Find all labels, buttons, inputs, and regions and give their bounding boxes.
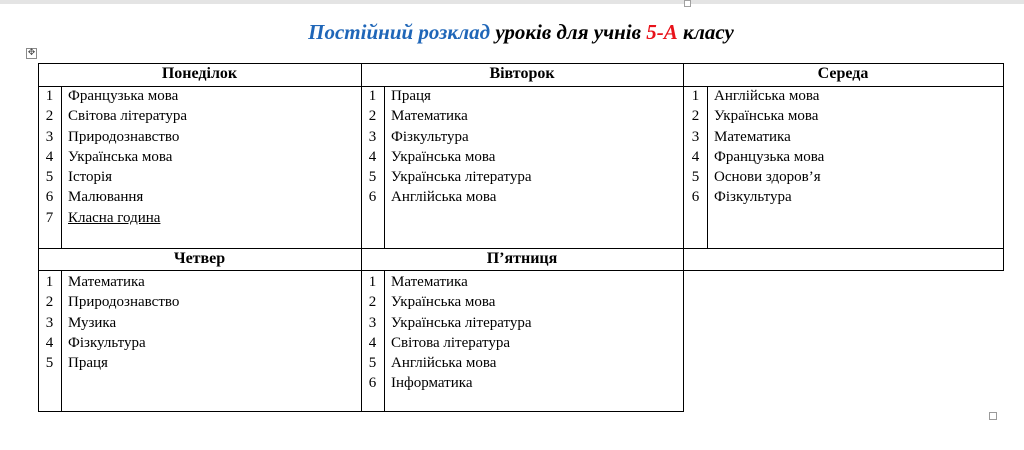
lesson-row bbox=[361, 292, 683, 312]
lesson-row bbox=[38, 86, 361, 106]
lesson-subject: Фізкультура bbox=[68, 334, 146, 351]
header-divider-row2 bbox=[38, 270, 1004, 271]
lesson-subject: Праця bbox=[391, 88, 431, 104]
lesson-subject: Фізкультура bbox=[714, 189, 792, 206]
lesson-subject: Українська література bbox=[391, 314, 532, 331]
lesson-subject: Праця bbox=[68, 355, 108, 371]
lesson-subject: Математика bbox=[391, 108, 468, 125]
lesson-subject: Історія bbox=[68, 169, 113, 185]
day-header-wednesday: Середа bbox=[817, 65, 869, 82]
lesson-subject: Українська мова bbox=[714, 108, 819, 125]
lesson-subject: Французька мова bbox=[714, 148, 825, 165]
lesson-row bbox=[684, 106, 1004, 126]
lesson-row bbox=[361, 147, 683, 167]
lesson-row bbox=[361, 187, 683, 207]
lesson-row bbox=[38, 147, 361, 167]
lesson-number: 2 bbox=[368, 294, 377, 311]
lesson-subject: Світова література bbox=[68, 108, 188, 125]
day-header-tuesday: Вівторок bbox=[489, 65, 555, 82]
lesson-row bbox=[38, 353, 361, 373]
lesson-subject: Українська література bbox=[391, 169, 532, 185]
lesson-row bbox=[38, 187, 361, 207]
lesson-number: 1 bbox=[691, 88, 700, 104]
lesson-list-thursday bbox=[38, 272, 361, 373]
lesson-subject: Класна година bbox=[68, 209, 161, 226]
lesson-subject: Математика bbox=[68, 274, 145, 290]
lesson-subject: Французька мова bbox=[68, 88, 179, 104]
lesson-number: 3 bbox=[691, 128, 700, 145]
lesson-number: 2 bbox=[45, 108, 54, 125]
day-header-friday: П’ятниця bbox=[486, 250, 558, 267]
lesson-number: 2 bbox=[691, 108, 700, 125]
lesson-row bbox=[361, 167, 683, 187]
lesson-subject: Англійська мова bbox=[391, 189, 497, 206]
lesson-number: 4 bbox=[45, 148, 54, 165]
lesson-number: 4 bbox=[45, 334, 54, 351]
lesson-row bbox=[361, 86, 683, 106]
lesson-number: 2 bbox=[368, 108, 377, 125]
lesson-row bbox=[684, 86, 1004, 106]
lesson-number: 6 bbox=[368, 189, 377, 206]
lesson-subject: Українська мова bbox=[391, 148, 496, 165]
lesson-row bbox=[38, 313, 361, 333]
lesson-row bbox=[361, 313, 683, 333]
lesson-subject: Українська мова bbox=[68, 148, 173, 165]
day-header-monday: Понеділок bbox=[161, 65, 238, 82]
lesson-number: 3 bbox=[45, 314, 54, 331]
lesson-row bbox=[361, 333, 683, 353]
lesson-number: 4 bbox=[691, 148, 700, 165]
lesson-row bbox=[38, 292, 361, 312]
lesson-number: 4 bbox=[368, 334, 377, 351]
lesson-number: 3 bbox=[45, 128, 54, 145]
lesson-row bbox=[361, 127, 683, 147]
lesson-number: 4 bbox=[368, 148, 377, 165]
document-title bbox=[0, 20, 1024, 45]
table-move-icon[interactable]: ✥ bbox=[27, 48, 36, 58]
title-suffix-text: класу bbox=[677, 20, 734, 44]
lesson-number: 6 bbox=[45, 189, 54, 206]
lesson-row bbox=[361, 373, 683, 393]
lesson-row bbox=[361, 106, 683, 126]
lesson-subject: Музика bbox=[68, 314, 117, 331]
lesson-subject: Українська мова bbox=[391, 294, 496, 311]
lesson-number: 1 bbox=[368, 88, 377, 104]
lesson-row bbox=[38, 106, 361, 126]
lesson-row bbox=[361, 353, 683, 373]
lesson-row bbox=[38, 333, 361, 353]
title-highlight-text: Постійний розклад bbox=[308, 20, 491, 44]
lesson-row bbox=[38, 208, 361, 228]
lesson-number: 1 bbox=[45, 88, 54, 104]
lesson-number: 5 bbox=[368, 169, 377, 185]
lesson-number: 3 bbox=[368, 314, 377, 331]
column-marker-handle[interactable] bbox=[684, 0, 691, 7]
title-class-text: 5-А bbox=[646, 20, 678, 44]
lesson-row bbox=[38, 127, 361, 147]
lesson-number: 1 bbox=[45, 274, 54, 290]
lesson-number: 2 bbox=[45, 294, 54, 311]
lesson-number: 5 bbox=[45, 355, 54, 371]
lesson-subject: Фізкультура bbox=[391, 128, 469, 145]
lesson-subject: Інформатика bbox=[391, 375, 473, 392]
table-resize-handle[interactable] bbox=[989, 412, 997, 420]
lesson-number: 5 bbox=[691, 169, 700, 185]
ruler-bar bbox=[0, 0, 1024, 4]
lesson-row bbox=[38, 167, 361, 187]
lesson-subject: Англійська мова bbox=[391, 355, 497, 371]
lesson-subject: Основи здоров’я bbox=[714, 169, 821, 185]
title-text: уроків для учнів bbox=[490, 20, 647, 44]
lesson-subject: Математика bbox=[714, 128, 791, 145]
lesson-list-friday bbox=[361, 272, 683, 394]
lesson-subject: Англійська мова bbox=[714, 88, 820, 104]
day-header-thursday: Четвер bbox=[173, 250, 226, 267]
lesson-subject: Природознавство bbox=[68, 128, 180, 145]
lesson-number: 5 bbox=[45, 169, 54, 185]
lesson-subject: Природознавство bbox=[68, 294, 180, 311]
lesson-number: 6 bbox=[368, 375, 377, 392]
lesson-row bbox=[684, 127, 1004, 147]
lesson-list-tuesday bbox=[361, 86, 683, 208]
lesson-list-wednesday bbox=[684, 86, 1004, 208]
lesson-row bbox=[361, 272, 683, 292]
lesson-subject: Малювання bbox=[68, 189, 144, 206]
lesson-number: 3 bbox=[368, 128, 377, 145]
lesson-number: 1 bbox=[368, 274, 377, 290]
lesson-number: 6 bbox=[691, 189, 700, 206]
lesson-subject: Математика bbox=[391, 274, 468, 290]
lesson-row bbox=[684, 187, 1004, 207]
lesson-subject: Світова література bbox=[391, 334, 511, 351]
lesson-row bbox=[684, 147, 1004, 167]
lesson-list-monday bbox=[38, 86, 361, 228]
lesson-row bbox=[38, 272, 361, 292]
lesson-row bbox=[684, 167, 1004, 187]
lesson-number: 7 bbox=[45, 209, 54, 226]
lesson-number: 5 bbox=[368, 355, 377, 371]
